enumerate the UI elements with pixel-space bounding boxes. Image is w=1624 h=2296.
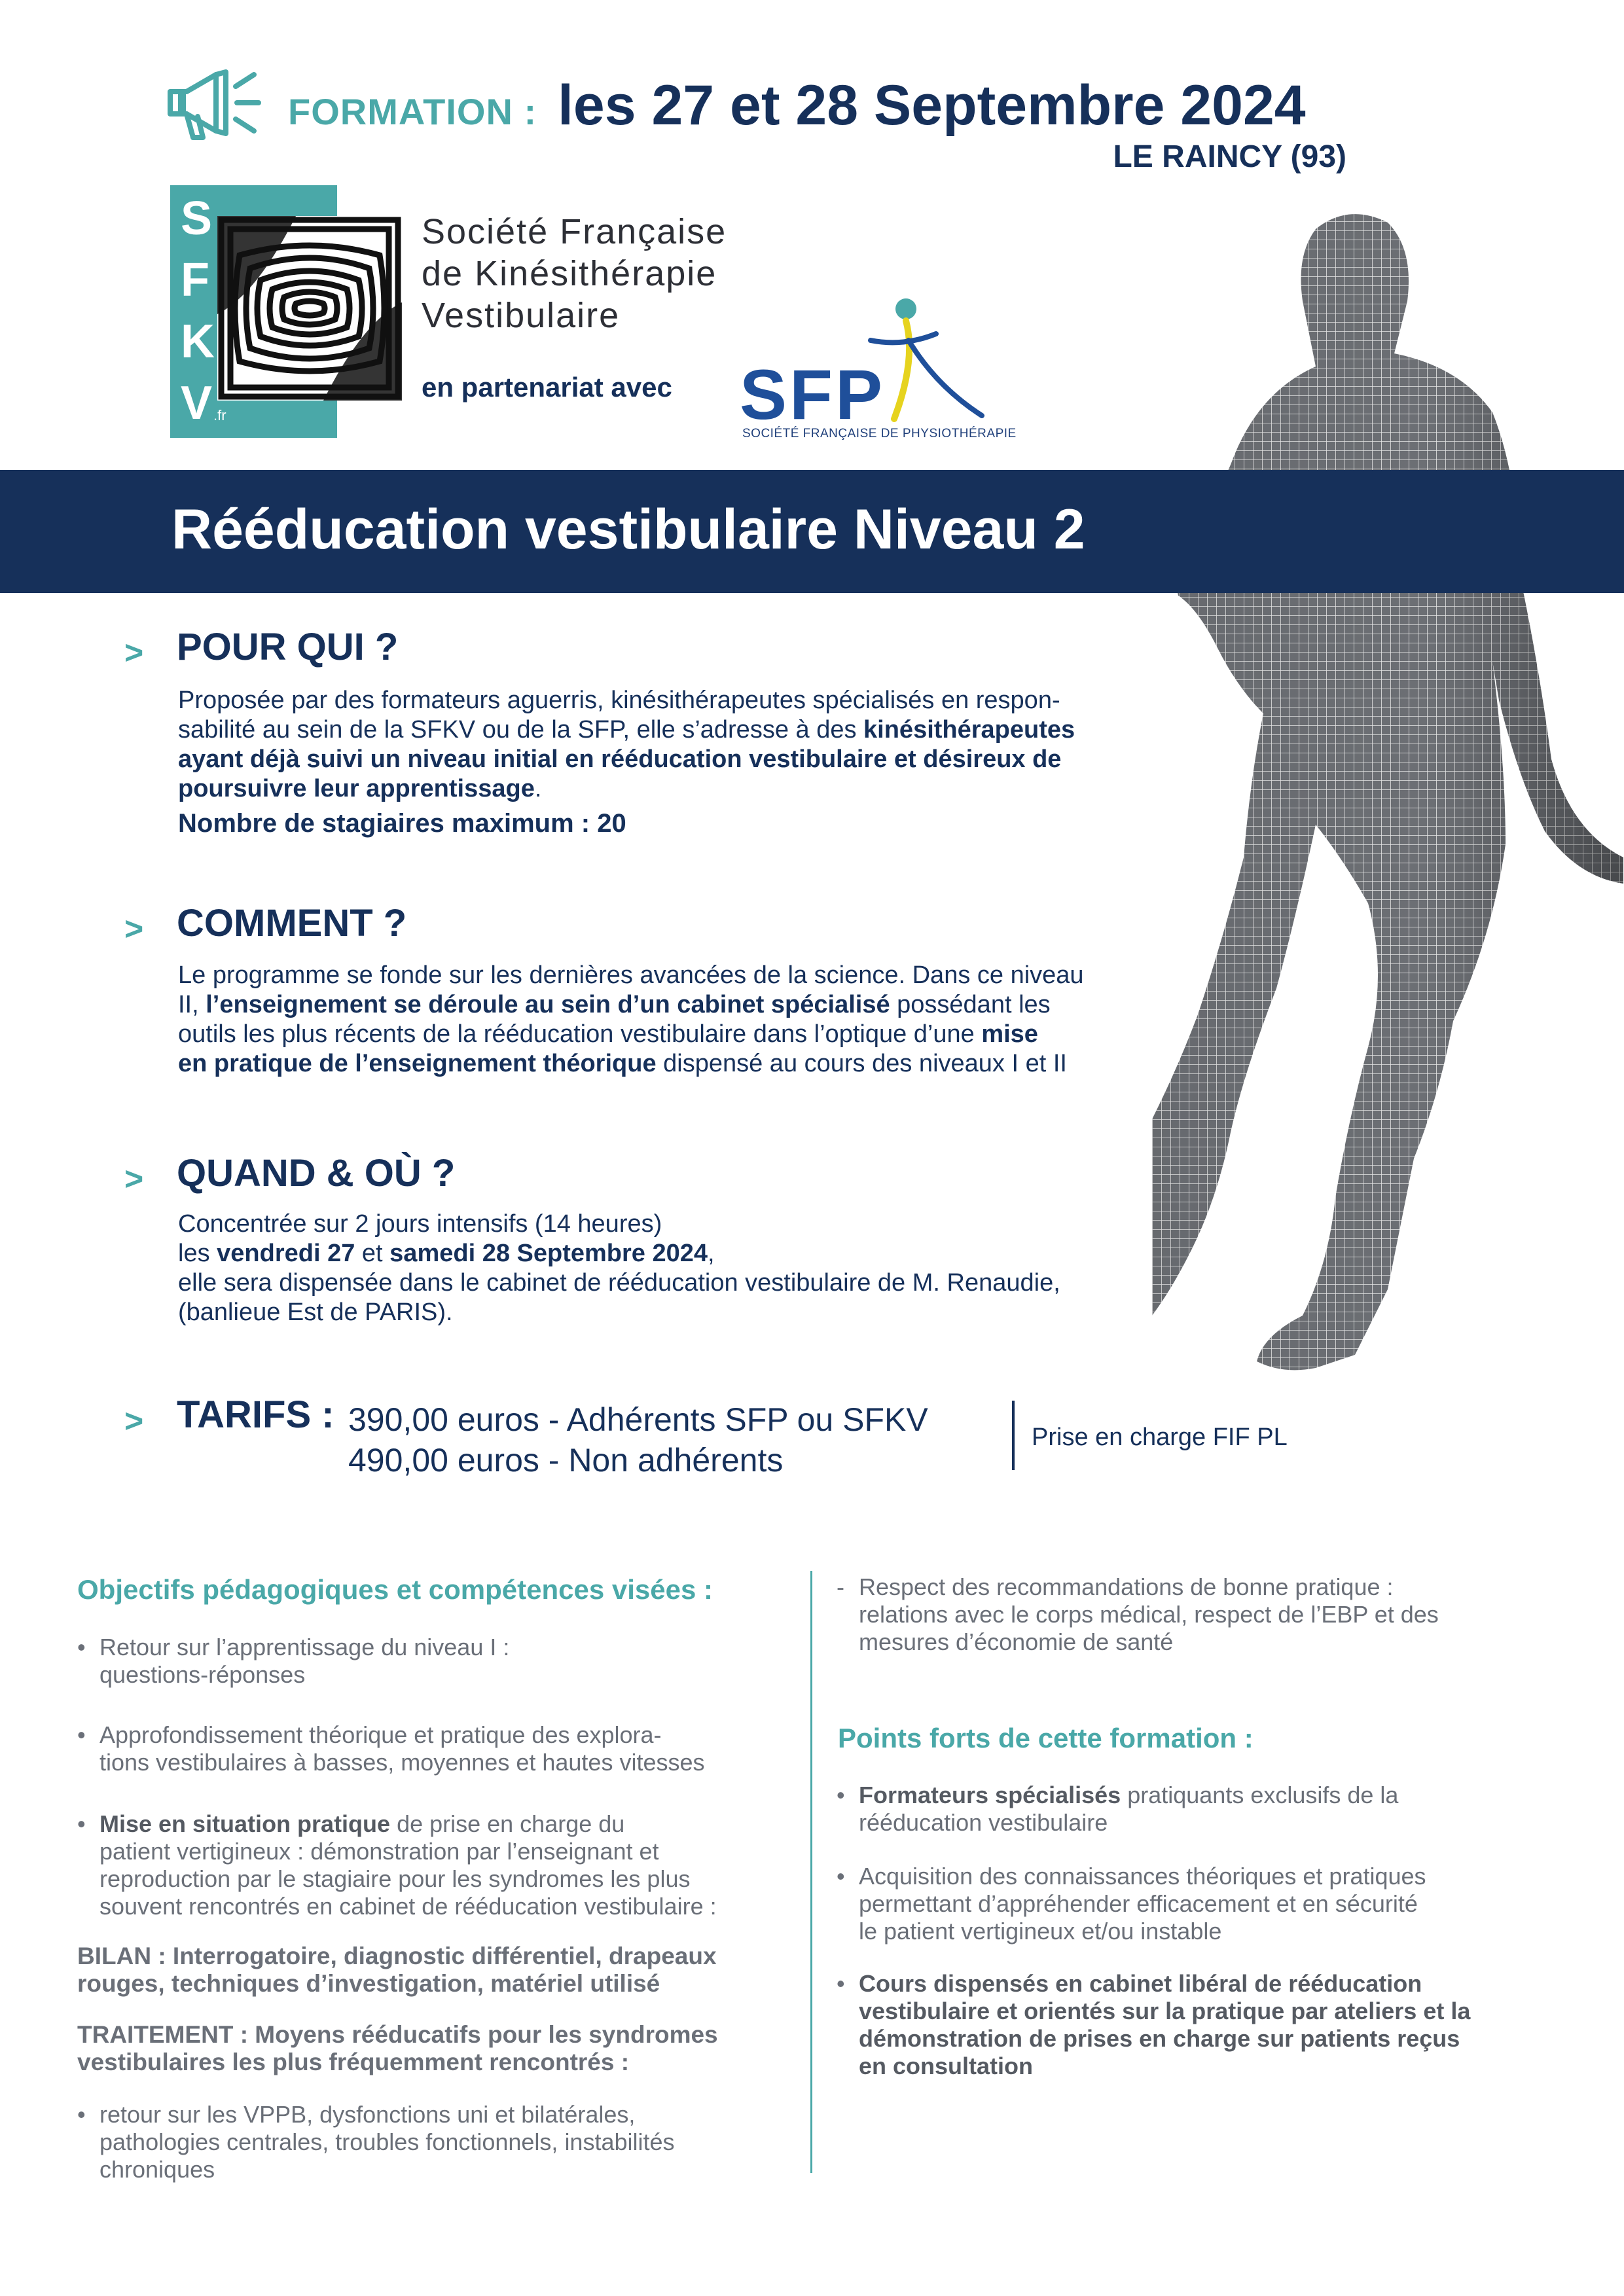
megaphone-icon (164, 60, 262, 145)
sfkv-letter-f: F (181, 254, 209, 306)
bullet-icon: • (837, 1782, 845, 1808)
comment-line-3a: outils les plus récents de la rééducation vestibulaire dans l’optique d’une (178, 1020, 982, 1048)
bilan-line-1: BILAN : Interrogatoire, diagnostic différentiel, drapeaux (77, 1943, 717, 1969)
objectif-4-line-3: chroniques (99, 2156, 215, 2183)
point-fort-1 (837, 1782, 1399, 1837)
traitement-line-1: TRAITEMENT : Moyens rééducatifs pour les syndromes (77, 2021, 718, 2048)
sfkv-letter-v: V (181, 377, 213, 429)
bullet-icon: • (837, 1970, 845, 1997)
objectif-3-line-1 (99, 1810, 717, 1838)
objectifs-title: Objectifs pédagogiques et compétences visées : (77, 1574, 713, 1605)
pour-qui-line-2a: sabilité au sein de la SFKV ou de la SFP, elle s’adresse à des (178, 716, 864, 744)
sfkv-letters (171, 185, 217, 438)
point-fort-3-line-3: démonstration de prises en charge sur patients reçus (859, 2025, 1460, 2052)
chevron-icon: > (124, 1403, 144, 1439)
chevron-icon: > (124, 1160, 144, 1197)
quand-line-2 (178, 1239, 1160, 1268)
comment-line-2 (178, 990, 1160, 1020)
traitement-line-2: vestibulaires les plus fréquemment rencontrés : (77, 2049, 630, 2075)
point-fort-1-rest: pratiquants exclusifs de la (1121, 1782, 1399, 1808)
formation-label: FORMATION : (288, 91, 537, 132)
spiral-logo-icon (217, 216, 402, 401)
tarif-note: Prise en charge FIF PL (1032, 1424, 1288, 1451)
quand-line-2b: vendredi 27 (217, 1240, 355, 1267)
point-fort-3-line-4: en consultation (859, 2053, 1034, 2079)
quand-line-1: Concentrée sur 2 jours intensifs (14 heures) (178, 1210, 662, 1238)
section-title-tarifs: TARIFS : (177, 1393, 334, 1436)
pour-qui-line-2b: kinésithérapeutes (863, 716, 1075, 744)
objectif-3-rest: de prise en charge du (390, 1810, 625, 1837)
bullet-icon: • (77, 1810, 86, 1837)
point-fort-1-bold: Formateurs spécialisés (859, 1782, 1121, 1808)
quand-text (178, 1210, 1160, 1327)
pour-qui-line-4 (178, 774, 1160, 804)
objectif-4-line-2: pathologies centrales, troubles fonctionnels, instabilités (99, 2128, 675, 2155)
column-divider (810, 1571, 812, 2173)
objectif-1-line-2: questions-réponses (99, 1661, 306, 1688)
sfkv-fr: .fr (213, 407, 226, 423)
tarif-adherents: 390,00 euros - Adhérents SFP ou SFKV (348, 1401, 928, 1438)
bullet-icon: • (77, 1634, 86, 1660)
bilan-line-2: rouges, techniques d’investigation, matériel utilisé (77, 1970, 660, 1997)
chevron-icon: > (124, 910, 144, 947)
point-fort-3-line-1: Cours dispensés en cabinet libéral de rééducation (859, 1970, 1422, 1997)
point-fort-1-line-2: rééducation vestibulaire (859, 1809, 1108, 1836)
bullet-icon: • (77, 2101, 86, 2128)
quand-line-4: (banlieue Est de PARIS). (178, 1299, 453, 1326)
tarif-lines (348, 1399, 928, 1480)
respect-item (837, 1573, 1439, 1656)
sfkv-letter-s: S (181, 192, 213, 245)
section-title-comment: COMMENT ? (177, 902, 407, 944)
wireframe-body-image (1152, 203, 1624, 1381)
point-fort-1-line-1 (859, 1782, 1398, 1809)
sfp-subtitle: SOCIÉTÉ FRANÇAISE DE PHYSIOTHÉRAPIE (742, 427, 1017, 440)
point-fort-2 (837, 1863, 1426, 1945)
traitement-text (77, 2021, 718, 2076)
course-title: Rééducation vestibulaire Niveau 2 (171, 498, 1085, 561)
pour-qui-line-4b: . (534, 775, 542, 802)
sfkv-name (422, 211, 727, 336)
section-title-pour-qui: POUR QUI ? (177, 626, 399, 668)
bilan-text (77, 1943, 717, 1998)
respect-line-2: relations avec le corps médical, respect de l’EBP et des (859, 1601, 1439, 1628)
comment-line-4 (178, 1049, 1160, 1079)
points-forts-title: Points forts de cette formation : (838, 1723, 1254, 1753)
quand-line-2a: les (178, 1240, 217, 1267)
objectif-1-line-1: Retour sur l’apprentissage du niveau I : (99, 1634, 510, 1660)
pour-qui-line-2 (178, 715, 1160, 745)
quand-line-2e: , (708, 1240, 715, 1267)
bullet-icon: • (77, 1721, 86, 1748)
sfkv-name-line-3: Vestibulaire (422, 296, 621, 335)
partenariat-label: en partenariat avec (422, 372, 672, 403)
comment-line-4a: en pratique de l’enseignement théorique (178, 1050, 657, 1077)
point-fort-3-line-2: vestibulaire et orientés sur la pratique par ateliers et la (859, 1998, 1471, 2024)
dash-icon: - (837, 1573, 844, 1600)
objectif-2-line-2: tions vestibulaires à basses, moyennes et hautes vitesses (99, 1749, 705, 1776)
quand-line-3: elle sera dispensée dans le cabinet de rééducation vestibulaire de M. Renaudie, (178, 1269, 1060, 1297)
max-stagiaires: Nombre de stagiaires maximum : 20 (178, 809, 626, 838)
comment-text (178, 961, 1160, 1079)
point-fort-3 (837, 1970, 1471, 2080)
comment-line-2b: l’enseignement se déroule au sein d’un cabinet spécialisé (206, 991, 890, 1018)
comment-line-3b: mise (981, 1020, 1038, 1048)
section-title-quand: QUAND & OÙ ? (177, 1152, 456, 1194)
objectif-2-line-1: Approfondissement théorique et pratique des explora- (99, 1721, 662, 1748)
chevron-icon: > (124, 634, 144, 671)
point-fort-2-line-2: permettant d’appréhender efficacement et en sécurité (859, 1890, 1418, 1917)
comment-line-1: Le programme se fonde sur les dernières avancées de la science. Dans ce niveau (178, 961, 1084, 989)
respect-line-1: Respect des recommandations de bonne pratique : (859, 1573, 1394, 1600)
sfkv-name-line-2: de Kinésithérapie (422, 254, 717, 293)
tarif-non-adherents: 490,00 euros - Non adhérents (348, 1442, 784, 1479)
formation-date: les 27 et 28 Septembre 2024 (558, 74, 1306, 137)
point-fort-2-line-3: le patient vertigineux et/ou instable (859, 1918, 1222, 1945)
objectif-3-line-2: patient vertigineux : démonstration par l’enseignant et (99, 1838, 659, 1865)
sfp-name: SFP (740, 355, 886, 434)
objectif-3-line-4: souvent rencontrés en cabinet de rééducation vestibulaire : (99, 1893, 717, 1920)
sfkv-name-line-1: Société Française (422, 212, 727, 251)
location: LE RAINCY (93) (1113, 139, 1346, 174)
objectif-3-line-3: reproduction par le stagiaire pour les syndromes les plus (99, 1865, 691, 1892)
quand-line-2c: et (355, 1240, 390, 1267)
objectif-3-bold: Mise en situation pratique (99, 1810, 391, 1837)
objectif-item-2 (77, 1721, 705, 1776)
objectif-item-4 (77, 2101, 675, 2183)
respect-line-3: mesures d’économie de santé (859, 1628, 1174, 1655)
tarif-divider (1012, 1401, 1015, 1470)
pour-qui-line-1: Proposée par des formateurs aguerris, kinésithérapeutes spécialisés en respon- (178, 687, 1060, 714)
objectif-item-1 (77, 1634, 510, 1689)
pour-qui-line-3 (178, 745, 1160, 774)
bullet-icon: • (837, 1863, 845, 1890)
comment-line-3 (178, 1020, 1160, 1049)
pour-qui-line-4a: poursuivre leur apprentissage (178, 775, 535, 802)
pour-qui-text (178, 686, 1160, 804)
point-fort-2-line-1: Acquisition des connaissances théoriques et pratiques (859, 1863, 1426, 1890)
objectif-item-3 (77, 1810, 717, 1920)
sfkv-letter-k: K (181, 315, 215, 368)
comment-line-4b: dispensé au cours des niveaux I et II (656, 1050, 1067, 1077)
comment-line-2c: possédant les (890, 991, 1051, 1018)
pour-qui-line-3-bold: ayant déjà suivi un niveau initial en rééducation vestibulaire et désireux de (178, 745, 1062, 773)
objectif-4-line-1: retour sur les VPPB, dysfonctions uni et bilatérales, (99, 2101, 636, 2128)
comment-line-2a: II, (178, 991, 206, 1018)
quand-line-2d: samedi 28 Septembre 2024 (389, 1240, 708, 1267)
